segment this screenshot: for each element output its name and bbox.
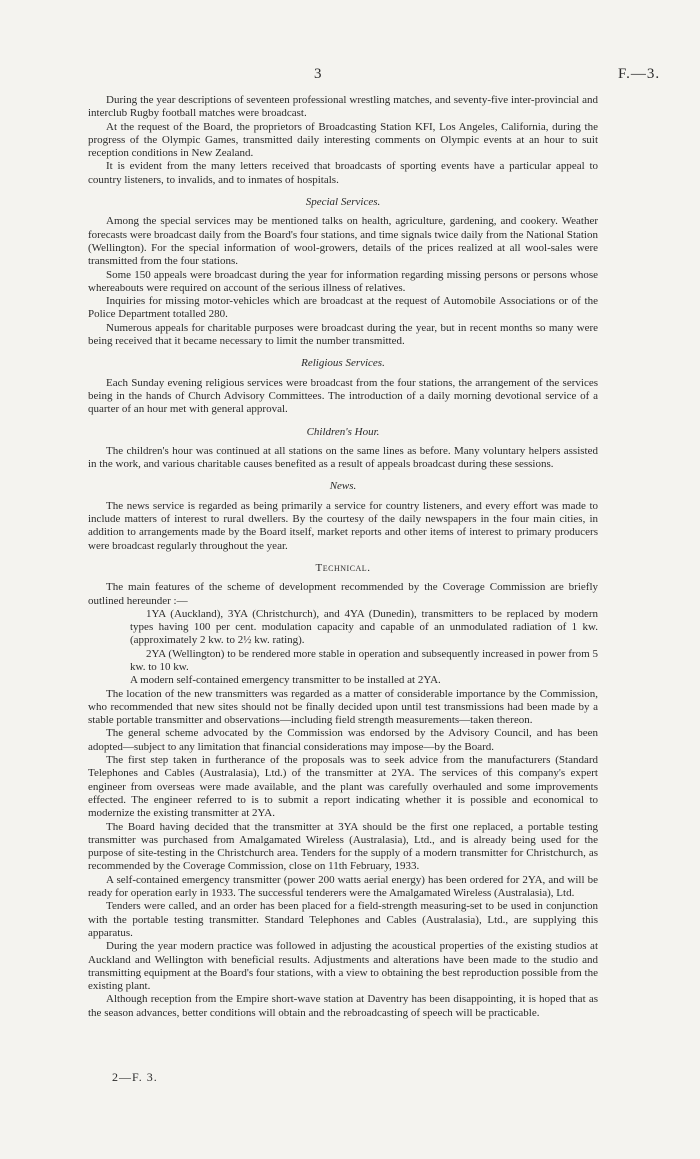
paragraph: The first step taken in furtherance of the proposals was to seek advice from the manufacturers (Standard Telephones and Cables (Australasia), Ltd.) of the transmitter at 2YA. The services of this company's expert engineer from overseas were made available, and the plant was carefully overhauled and some improvements effected. The engineer referred to is to submit a report indicating whether it is possible and economical to modernize the existing transmitter at 2YA. xyxy=(88,754,598,820)
paragraph: The general scheme advocated by the Commission was endorsed by the Advisory Council, and has been adopted—subject to any limitation that financial considerations may impose—by the Board. xyxy=(88,727,598,753)
paragraph: Some 150 appeals were broadcast during the year for information regarding missing persons or persons whose whereabouts were required on account of the serious illness of relatives. xyxy=(88,268,598,294)
section-heading-religious-services: Religious Services. xyxy=(301,357,385,370)
paragraph: At the request of the Board, the proprietors of Broadcasting Station KFI, Los Angeles, California, during the progress of the Olympic Games, transmitted daily interesting comments on Olympic events at an hour to suit reception conditions in New Zealand. xyxy=(88,120,598,160)
paragraph: Inquiries for missing motor-vehicles which are broadcast at the request of Automobile Associations or of the Police Department totalled 280. xyxy=(88,295,598,321)
paragraph: The children's hour was continued at all stations on the same lines as before. Many voluntary helpers assisted in the work, and various charitable causes benefited as a result of appeals broadcast during these sessions. xyxy=(88,444,598,471)
signature-mark: 2—F. 3. xyxy=(112,1070,158,1084)
paragraph: Although reception from the Empire short-wave station at Daventry has been disappointing, it is hoped that as the season advances, better conditions will obtain and the rebroadcasting of speech will be practicable. xyxy=(88,993,598,1019)
paragraph: The news service is regarded as being primarily a service for country listeners, and every effort was made to include matters of interest to rural dwellers. By the courtesy of the daily newspapers in the four main cities, in addition to arrangements made by the Board itself, market reports and other items of interest to primary producers were broadcast regularly throughout the year. xyxy=(88,499,598,552)
paragraph: The main features of the scheme of development recommended by the Coverage Commission are briefly outlined hereunder :— xyxy=(88,581,598,607)
document-body xyxy=(88,94,598,1020)
list-item: 2YA (Wellington) to be rendered more stable in operation and subsequently increased in power from 5 kw. to 10 kw. xyxy=(130,647,598,673)
section-heading-special-services: Special Services. xyxy=(305,196,381,209)
list-item: 1YA (Auckland), 3YA (Christchurch), and 4YA (Dunedin), transmitters to be replaced by modern types having 100 per cent. modulation capacity and capable of an unmodulated radiation of 1 kw. (approximately 2 kw. to 2½ kw. rating). xyxy=(130,607,598,647)
paragraph: Tenders were called, and an order has been placed for a field-strength measuring-set to be used in conjunction with the portable testing transmitter. Standard Telephones and Cables (Australasia), Ltd., are supplying this apparatus. xyxy=(88,900,598,939)
section-heading-technical: Technical. xyxy=(315,561,371,574)
paragraph: Numerous appeals for charitable purposes were broadcast during the year, but in recent months so many were being received that it became necessary to limit the number transmitted. xyxy=(88,321,598,348)
document-reference: F.—3. xyxy=(618,66,661,82)
paragraph: Among the special services may be mentioned talks on health, agriculture, gardening, and cookery. Weather forecasts were broadcast daily from the Board's four stations, and time signals twice daily from the National Station (Wellington). For the special information of wool-growers, details of the prices realized at all wool-sales were transmitted from the four stations. xyxy=(88,215,598,268)
paragraph: It is evident from the many letters received that broadcasts of sporting events have a particular appeal to country listeners, to invalids, and to inmates of hospitals. xyxy=(88,160,598,186)
paragraph: Each Sunday evening religious services were broadcast from the four stations, the arrangement of the services being in the hands of Church Advisory Committees. The introduction of a daily morning devotional service of a quarter of an hour met with general approval. xyxy=(88,376,598,416)
section-heading-news: News. xyxy=(329,480,357,493)
list-item: A modern self-contained emergency transmitter to be installed at 2YA. xyxy=(130,674,441,687)
paragraph: The Board having decided that the transmitter at 3YA should be the first one replaced, a portable testing transmitter was purchased from Amalgamated Wireless (Australasia), Ltd., and is already being used for the purpose of site-testing in the Christchurch area. Tenders for the supply of a modern transmitter for Christchurch, as recommended by the Coverage Commission, close on 11th February, 1933. xyxy=(88,820,598,873)
paragraph: During the year descriptions of seventeen professional wrestling matches, and seventy-five inter-provincial and interclub Rugby football matches were broadcast. xyxy=(88,94,598,120)
paragraph: A self-contained emergency transmitter (power 200 watts aerial energy) has been ordered for 2YA, and will be ready for operation early in 1933. The successful tenderers were the Amalgamated Wireless (Australasia), Ltd. xyxy=(88,873,598,900)
page-number: 3 xyxy=(314,66,322,82)
paragraph: During the year modern practice was followed in adjusting the acoustical properties of the existing studios at Auckland and Wellington with beneficial results. Adjustments and alterations have been made to the studio and transmitting equipment at the Board's four stations, with a view to obtaining the best reproduction possible from the existing plant. xyxy=(88,940,598,993)
paragraph: The location of the new transmitters was regarded as a matter of considerable importance by the Commission, who recommended that new sites should not be finally decided upon until test transmissions had been made by a stable portable transmitter and observations—including field strength measurements—taken thereon. xyxy=(88,687,598,727)
section-heading-childrens-hour: Children's Hour. xyxy=(306,425,380,438)
